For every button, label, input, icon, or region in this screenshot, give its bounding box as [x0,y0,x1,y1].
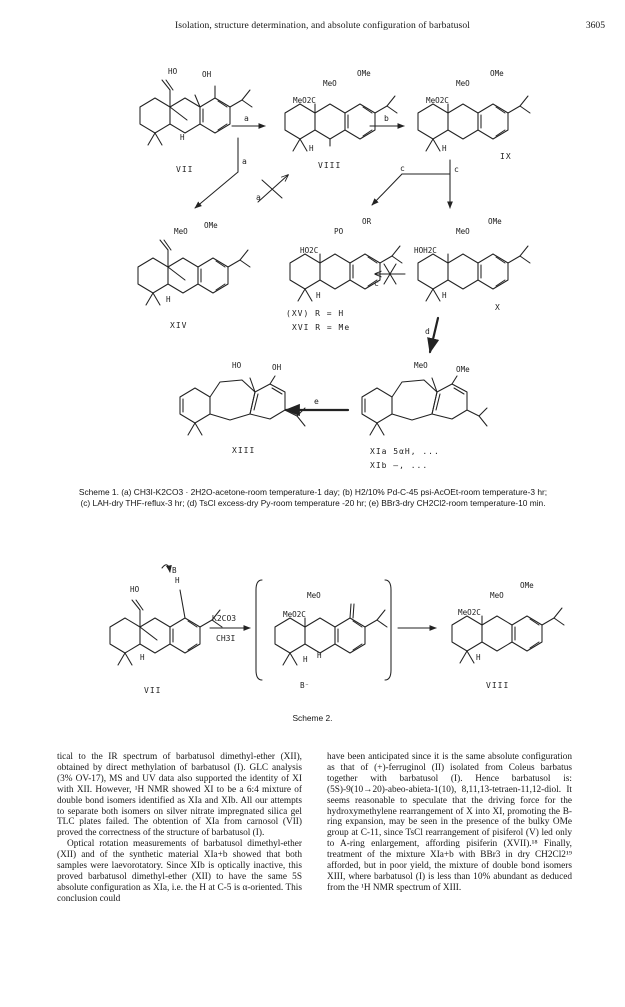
atom-label: MeO2C [293,96,316,105]
atom-label: MeO [490,591,504,600]
arrow-label-a: a [256,193,261,202]
atom-label: OH [272,363,282,372]
compound-label: XIII [232,446,256,455]
atom-label: H [309,144,314,153]
arrow-label-a: a [242,157,247,166]
atom-label: OMe [520,581,534,590]
atom-label: PO [334,227,344,236]
atom-label: OR [362,217,372,226]
compound-vii-structure [110,585,222,665]
scheme-2-caption: Scheme 2. [292,713,333,723]
compound-xi-structure [362,361,487,435]
atom-label: MeO2C [426,96,449,105]
atom-label: HO2C [300,246,319,255]
reagent-label: K2CO3 [212,614,237,623]
compound-xiv-structure [138,221,250,305]
atom-label: OMe [456,365,470,374]
atom-label: MeO [456,79,470,88]
scheme-1-caption: Scheme 1. (a) CH3I-K2CO3 · 2H2O-acetone-room temperature-1 day; (b) H2/10% Pd-C-45 psi-AcOEt-room temperature-3 hr; (c) LAH-dry THF-reflux-3 hr; (d) TsCl excess-dry Py-room temperature -20 hr; (e) BBr3-dry CH2Cl2-room temperature-10 min. [78,487,548,508]
paragraph: tical to the IR spectrum of barbatusol dimethyl-ether (XII), obtained by direct methylation of barbatusol (I). GLC analysis (3% OV-17), MS and UV data also supported the identity of XI with XII. However, ¹H NMR showed XI to be a 6:4 mixture of double bond isomers identified as XIa and XIb. All our attempts to separate both isomers on silver nitrate impregnated silica gel TLC plates failed. The obtention of XIa from carnosol (VII) proved the correctness of the structure of barbatusol (I). [57,752,302,839]
atom-label: OMe [204,221,218,230]
scheme-2-figure [0,540,625,720]
atom-label: HOH2C [414,246,437,255]
base-label: B⁻ [300,681,310,690]
atom-label: H [180,133,185,142]
body-column-right [327,752,572,894]
atom-label: MeO2C [283,610,306,619]
atom-label: MeO [307,591,321,600]
atom-label: H [317,651,322,660]
compound-viii-structure [285,69,397,153]
atom-label: MeO2C [458,608,481,617]
arrow-label-e: e [314,397,319,406]
compound-label: XIa 5αH, ... [370,447,440,456]
compound-label: VIII [486,681,510,690]
arrow-label-c: c [374,279,379,288]
atom-label: OMe [357,69,371,78]
compound-label: VII [144,686,162,695]
atom-label: H [140,653,145,662]
page-header [40,20,605,38]
body-column-left [57,752,302,905]
compound-x-structure [414,217,530,301]
compound-label: X [495,303,501,312]
compound-label: (XV) R = H [286,309,345,318]
atom-label: H [166,295,171,304]
atom-label: MeO [174,227,188,236]
atom-label: HO [168,67,178,76]
atom-label: OMe [488,217,502,226]
running-title: Isolation, structure determination, and absolute configuration of barbatusol [174,20,471,31]
page-number: 3605 [585,20,605,31]
reagent-label: CH3I [216,634,236,643]
base-label: B [172,566,177,575]
paragraph: Optical rotation measurements of barbatusol dimethyl-ether (XII) and of the synthetic material XIa+b showed that both samples were laevorotatory. Since XIb is optically inactive, this proved barbatusol dimethyl-ether (XII) to have the same 5S absolute configuration as XIa, i.e. the H at C-5 is α-oriented. This conclusion could [57,839,302,904]
compound-label: XVI R = Me [292,323,351,332]
atom-label: HO [130,585,140,594]
arrow-label-c: c [400,164,405,173]
atom-label: H [316,291,321,300]
atom-label: HO [232,361,242,370]
arrow-label-a: a [244,114,249,123]
intermediate-structure [275,591,387,665]
atom-label: OMe [490,69,504,78]
scheme-1-figure [0,50,625,490]
compound-xiii-structure [180,361,305,435]
compound-label: XIV [170,321,188,330]
compound-label: VIII [318,161,342,170]
compound-xv-xvi-structure [290,217,402,301]
atom-label: OH [202,70,212,79]
compound-label: IX [500,152,512,161]
atom-label: H [303,655,308,664]
arrow-label-b: b [384,114,389,123]
atom-label: H [442,144,447,153]
paragraph: have been anticipated since it is the same absolute configuration as that of (+)-ferruginol (II) isolated from Coleus barbatus together with barbatusol (I). Hence barbatusol is: (5S)-9(10→20)-abeo-abieta-1(10), 8,11,13-tetraen-11,12-diol. It seems reasonable to speculate that the driving force for the hydroxymethylene rearrangement of X into XI, promoting the B-ring expansion, may be seen in the presence of the bulky OMe group at C-11, since TsCl rearrangement of pisiferol (V) led only to A-ring enlargement, affording pisiferin (XVII).¹⁸ Finally, treatment of the mixture XIa+b with BBr3 in dry CH2Cl2¹⁹ afforded, but in poor yield, the mixture of double bond isomers XIII, where barbatusol (I) is less than 10% abundant as deduced from the ¹H NMR spectrum of XIII. [327,752,572,893]
compound-vii-structure [140,67,252,145]
compound-ix-structure [418,69,530,153]
arrow-label-c: c [454,165,459,174]
compound-viii-structure [452,581,564,663]
compound-label: XIb –, ... [370,461,429,470]
atom-label: H [175,576,180,585]
atom-label: H [442,291,447,300]
atom-label: H [476,653,481,662]
arrow-label-d: d [425,327,430,336]
atom-label: MeO [456,227,470,236]
atom-label: MeO [323,79,337,88]
atom-label: MeO [414,361,428,370]
compound-label: VII [176,165,194,174]
